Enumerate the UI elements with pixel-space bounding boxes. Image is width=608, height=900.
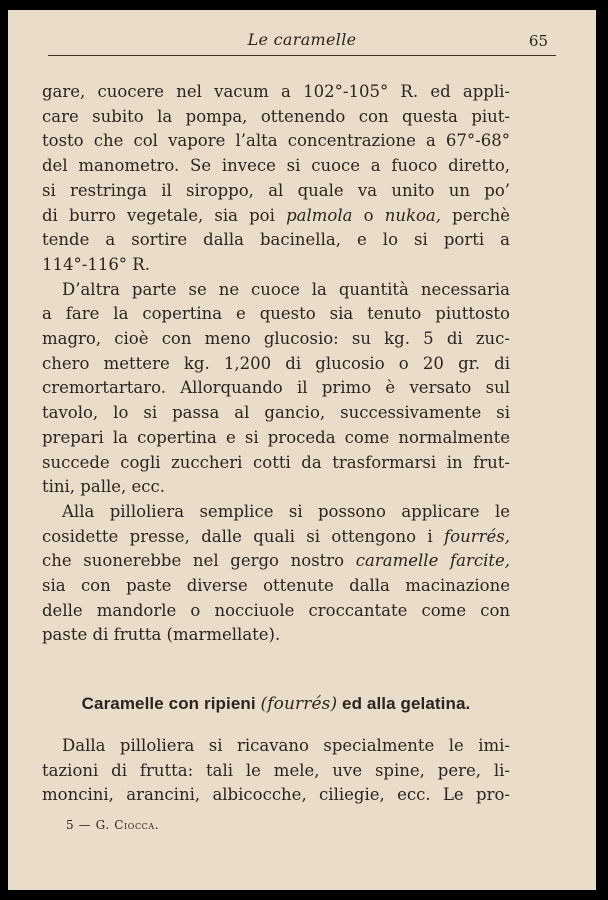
text-line: sia con paste diverse ottenute dalla macinazione bbox=[42, 576, 510, 596]
text-line: gare, cuocere nel vacum a 102°-105° R. ed appli- bbox=[42, 82, 510, 101]
text-line: succede cogli zuccheri cotti da trasformarsi in frut- bbox=[42, 452, 510, 472]
text-run: o bbox=[363, 205, 374, 225]
text-line: paste di frutta (marmellate). bbox=[42, 625, 281, 645]
text-line: del manometro. Se invece si cuoce a fuoco diretto, bbox=[42, 156, 510, 176]
text-line: Dalla pilloliera si ricavano specialmente le imi- bbox=[62, 736, 510, 755]
paragraph bbox=[42, 278, 510, 500]
section-heading bbox=[42, 694, 510, 714]
text-run: perchè bbox=[452, 205, 511, 225]
text-line: delle mandorle o nocciuole croccantate come con bbox=[42, 600, 510, 620]
paragraph bbox=[42, 734, 510, 808]
text-line bbox=[42, 525, 510, 550]
text-line: tazioni di frutta: tali le mele, uve spine, pere, li- bbox=[42, 760, 510, 780]
text-run: che suonerebbe nel gergo nostro bbox=[42, 551, 345, 571]
signature-mark: 5 — G. Ciocca. bbox=[66, 818, 160, 832]
text-line: si restringa il siroppo, al quale va unito un po’ bbox=[42, 180, 510, 200]
text-run: di burro vegetale, sia poi bbox=[42, 205, 275, 225]
text-run: cosidette presse, dalle quali si ottengono i bbox=[42, 526, 433, 546]
italic-term: nukoa, bbox=[384, 205, 441, 225]
text-line: prepari la copertina e si proceda come normalmente bbox=[42, 427, 510, 447]
running-title: Le caramelle bbox=[247, 30, 357, 49]
text-line: magro, cioè con meno glucosio: su kg. 5 di zuc- bbox=[42, 329, 510, 349]
heading-text: Caramelle con ripieni bbox=[81, 694, 256, 713]
header-rule bbox=[48, 55, 556, 56]
paragraph bbox=[42, 80, 510, 278]
text-line bbox=[42, 549, 510, 574]
italic-term: fourrés, bbox=[444, 526, 510, 546]
text-line: tini, palle, ecc. bbox=[42, 477, 166, 497]
italic-term: palmola bbox=[286, 205, 353, 225]
book-page bbox=[8, 10, 596, 890]
text-line: chero mettere kg. 1,200 di glucosio o 20 gr. di bbox=[42, 353, 510, 373]
body-text-section-1 bbox=[42, 80, 510, 648]
italic-term: caramelle farcite, bbox=[355, 551, 510, 571]
text-line: tosto che col vapore l’alta concentrazione a 67°-68° bbox=[42, 131, 510, 151]
text-line: moncini, arancini, albicocche, ciliegie, ecc. Le pro- bbox=[42, 785, 510, 805]
running-head bbox=[48, 30, 556, 60]
text-line bbox=[42, 204, 510, 229]
text-line: cremortartaro. Allorquando il primo è versato sul bbox=[42, 378, 510, 398]
text-line: tende a sortire dalla bacinella, e lo si porti a bbox=[42, 230, 510, 250]
text-line: a fare la copertina e questo sia tenuto piuttosto bbox=[42, 304, 510, 324]
text-line: tavolo, lo si passa al gancio, successivamente si bbox=[42, 403, 510, 423]
paragraph bbox=[42, 500, 510, 648]
heading-text: ed alla gelatina. bbox=[342, 694, 471, 713]
text-line: D’altra parte se ne cuoce la quantità necessaria bbox=[62, 279, 510, 299]
body-text-section-2 bbox=[42, 734, 510, 808]
text-line: care subito la pompa, ottenendo con questa piut- bbox=[42, 106, 510, 126]
text-line: Alla pilloliera semplice si possono applicare le bbox=[62, 501, 510, 521]
text-line: 114°-116° R. bbox=[42, 254, 150, 274]
page-number: 65 bbox=[528, 32, 548, 50]
heading-italic-text: (fourrés) bbox=[260, 694, 338, 714]
